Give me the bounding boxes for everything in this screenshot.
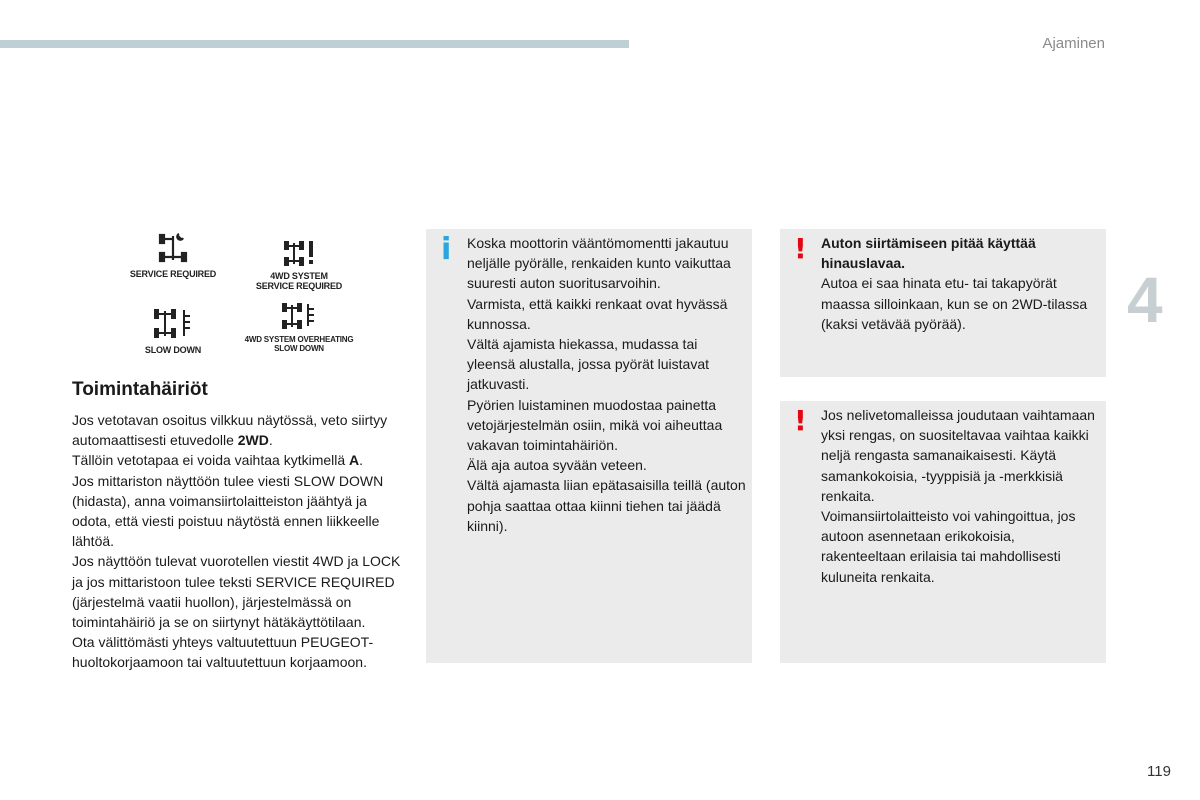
warning-icon: ! [794, 232, 807, 265]
paragraph: Älä aja autoa syvään veteen. [467, 457, 647, 474]
text: . [268, 432, 273, 449]
warning-light-4wd-service [240, 238, 358, 291]
warning-box-towing [780, 229, 1106, 377]
drivetrain-thermometer-icon [150, 306, 196, 342]
page-number: 119 [1147, 763, 1171, 780]
info-icon: i [441, 232, 452, 267]
paragraph: Vältä ajamista hiekassa, mudassa tai yleensä alustalla, jossa pyörät luistavat jatkuvasti. [467, 336, 710, 393]
bold-text: 2WD [237, 432, 269, 449]
warning-light-caption: SLOW DOWN [144, 345, 202, 355]
warning-box-tyres [780, 401, 1106, 663]
section-title: Toimintahäiriöt [72, 379, 208, 400]
paragraph: Vältä ajamasta liian epätasaisilla teillä (auton pohja saattaa ottaa kiinni tiehen tai jäädä kiinni). [467, 477, 746, 534]
paragraph: Jos mittariston näyttöön tulee viesti SLOW DOWN (hidasta), anna voimansiirtolaitteiston jäähtyä ja odota, että viesti poistuu näytöstä ennen liikkeelle lähtöä. [72, 472, 384, 550]
paragraph: Ota välittömästi yhteys valtuutettuun PEUGEOT-huoltokorjaamoon tai valtuutettuun korjaamoon. [72, 634, 374, 671]
info-box-text [467, 233, 747, 536]
paragraph: Voimansiirtolaitteisto voi vahingoittua, jos autoon asennetaan erikokoisia, rakenteeltaan erilaisia tai mahdollisesti kuluneita renkaita. [821, 508, 1076, 585]
drivetrain-exclamation-icon [281, 238, 317, 268]
warning-title: Auton siirtämiseen pitää käyttää hinauslavaa. [821, 235, 1036, 272]
warning-lights-figure [118, 230, 358, 365]
warning-light-caption: SERVICE REQUIRED [129, 269, 217, 279]
chapter-number: 4 [1127, 264, 1163, 336]
section-header: Ajaminen [1042, 35, 1105, 52]
paragraph [72, 450, 402, 470]
warning-box-text [821, 405, 1101, 587]
paragraph: Autoa ei saa hinata etu- tai takapyörät maassa silloinkaan, kun se on 2WD-tilassa (kaksi vetävää pyörää). [821, 275, 1088, 332]
warning-icon: ! [794, 404, 807, 437]
info-box [426, 229, 752, 663]
warning-light-caption: 4WD SYSTEM SERVICE REQUIRED [255, 271, 343, 291]
paragraph: Pyörien luistaminen muodostaa painetta vetojärjestelmän osiin, mikä voi aiheuttaa vakavan toimintahäiriön. [467, 396, 723, 454]
warning-box-text [821, 233, 1101, 334]
text: Jos vetotavan osoitus vilkkuu näytössä, veto siirtyy automaattisesti etuvedolle [72, 412, 388, 449]
paragraph: Jos nelivetomalleissa joudutaan vaihtamaan yksi rengas, on suositeltavaa vaihtaa kaikki neljä rengasta samanaikaisesti. Käytä samankokoisia, -tyyppisiä ja -merkkisiä renkaita. [821, 407, 1095, 504]
bold-text: A [349, 452, 360, 469]
warning-light-service [118, 230, 228, 280]
paragraph: Varmista, että kaikki renkaat ovat hyvässä kunnossa. [467, 295, 728, 332]
warning-light-slow-down [118, 306, 228, 356]
warning-light-caption: 4WD SYSTEM OVERHEATING SLOW DOWN [244, 335, 354, 353]
drivetrain-overheat-icon [279, 300, 319, 332]
header-bar [0, 40, 629, 48]
warning-light-4wd-overheat [240, 300, 358, 353]
paragraph [72, 410, 402, 450]
paragraph: Koska moottorin vääntömomentti jakautuu neljälle pyörälle, renkaiden kunto vaikuttaa suuresti auton suoritusarvoihin. [467, 235, 731, 292]
paragraph: Jos näyttöön tulevat vuorotellen viestit 4WD ja LOCK ja jos mittaristoon tulee teksti SERVICE REQUIRED (järjestelmä vaatii huollon), järjestelmässä on toimintahäiriö ja se on siirtynyt hätäkäyttötilaan. [72, 553, 401, 631]
text: . [359, 452, 364, 469]
drivetrain-wrench-icon [155, 230, 191, 266]
text: Tällöin vetotapaa ei voida vaihtaa kytkimellä [72, 452, 350, 469]
malfunction-text [72, 410, 402, 673]
